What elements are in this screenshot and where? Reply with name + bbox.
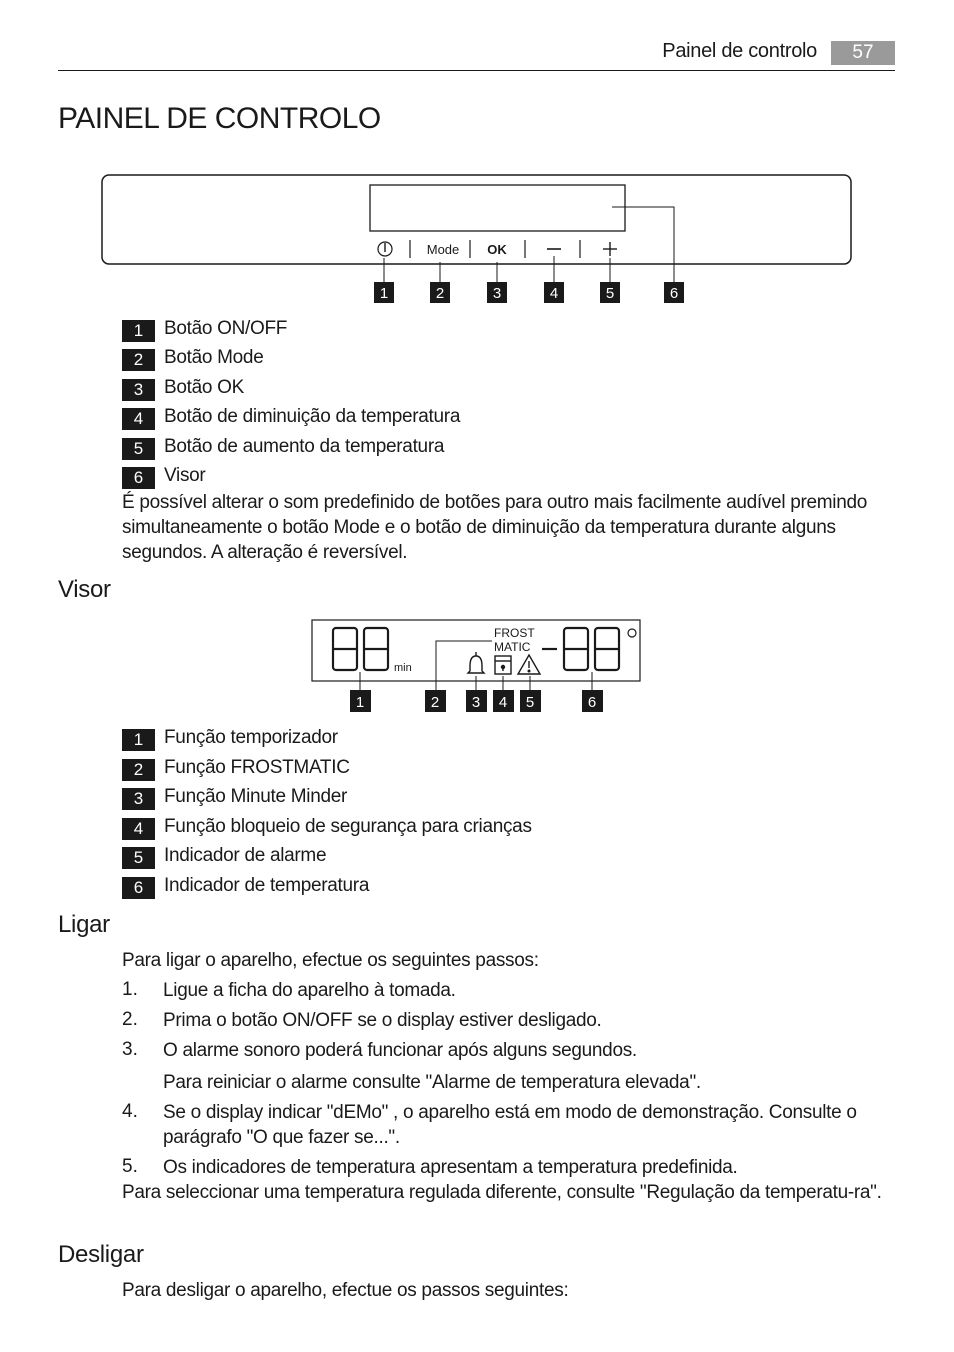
mode-button-label: Mode [426,242,460,257]
callout-1: 1 [379,285,389,302]
legend-number: 5 [122,438,155,460]
legend-label: Função FROSTMATIC [164,757,350,778]
step-text: Prima o botão ON/OFF se o display estiver desligado. [163,1010,602,1031]
ligar-outro: Para seleccionar uma temperatura regulada diferente, consulte "Regulação da temperatu-ra". [122,1182,882,1203]
legend-number: 1 [122,729,155,751]
legend-number: 1 [122,320,155,342]
legend-label: Botão Mode [164,347,264,368]
visor-callout-1: 1 [355,694,365,711]
page-title: PAINEL DE CONTROLO [58,102,381,135]
step-number: 2. [122,1009,138,1030]
legend-number: 5 [122,847,155,869]
legend-label: Visor [164,465,206,486]
legend-label: Função Minute Minder [164,786,348,807]
step-text: Ligue a ficha do aparelho à tomada. [163,980,456,1001]
legend-number: 2 [122,759,155,781]
warning-icon [518,655,540,674]
bell-icon [468,652,484,673]
control-panel-note: É possível alterar o som predefinido de botões para outro mais facilmente audível premindo simultaneamente o botão Mode e o botão de diminuição da temperatura durante alguns segundos. A alteração é reversível. [122,492,868,563]
header-section-title: Painel de controlo [662,40,817,62]
section-heading-visor: Visor [58,576,111,603]
step-number: 4. [122,1101,138,1122]
step-text: Os indicadores de temperatura apresentam a temperatura predefinida. [163,1157,738,1178]
visor-callout-6: 6 [587,694,597,711]
callout-3: 3 [492,285,502,302]
section-heading-ligar: Ligar [58,911,110,938]
callout-2: 2 [435,285,445,302]
visor-callout-2: 2 [430,694,440,711]
ligar-intro: Para ligar o aparelho, efectue os seguintes passos: [122,950,539,971]
ok-button-label: OK [487,242,507,257]
section-heading-desligar: Desligar [58,1241,144,1268]
legend-number: 3 [122,379,155,401]
callout-4: 4 [549,285,559,302]
callout-6: 6 [669,285,679,302]
min-unit-label: min [394,662,412,674]
frost-label: FROST [494,626,535,640]
step-text: O alarme sonoro poderá funcionar após alguns segundos. [163,1040,637,1061]
legend-label: Botão ON/OFF [164,318,288,339]
legend-label: Função temporizador [164,727,338,748]
legend-number: 6 [122,467,155,489]
display-outline [312,620,640,681]
legend-label: Botão de aumento da temperatura [164,436,445,457]
step-text: Se o display indicar "dEMo" , o aparelho está em modo de demonstração. Consulte o parágrafo "O que fazer se...". [163,1102,857,1148]
legend-number: 4 [122,408,155,430]
legend-label: Botão OK [164,377,244,398]
step-subtext: Para reiniciar o alarme consulte "Alarme de temperatura elevada". [163,1072,701,1093]
matic-label: MATIC [494,640,531,654]
callout-5: 5 [605,285,615,302]
timer-digits [333,628,388,670]
step-number: 5. [122,1156,138,1177]
legend-number: 3 [122,788,155,810]
legend-label: Indicador de alarme [164,845,327,866]
degree-icon [628,629,636,637]
legend-number: 4 [122,818,155,840]
lock-icon [495,656,511,674]
step-number: 1. [122,979,138,1000]
visor-callout-3: 3 [471,694,481,711]
step-number: 3. [122,1039,138,1060]
desligar-intro: Para desligar o aparelho, efectue os passos seguintes: [122,1280,569,1301]
visor-callout-5: 5 [525,694,535,711]
page-number: 57 [831,41,895,65]
visor-callout-4: 4 [498,694,508,711]
legend-label: Botão de diminuição da temperatura [164,406,461,427]
legend-label: Indicador de temperatura [164,875,370,896]
temperature-digits [542,628,619,670]
legend-label: Função bloqueio de segurança para crianças [164,816,532,837]
legend-number: 2 [122,349,155,371]
legend-number: 6 [122,877,155,899]
